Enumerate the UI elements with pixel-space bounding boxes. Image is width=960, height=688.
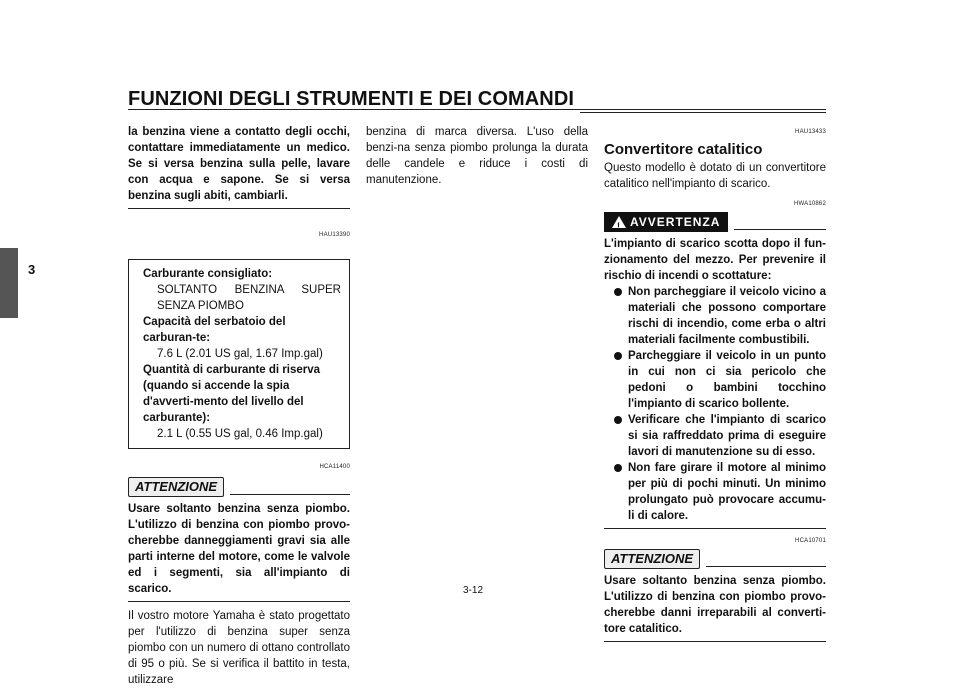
- capacity-label: Capacità del serbatoio del carburan-te:: [143, 316, 286, 344]
- reference-code: HCA11400: [319, 464, 350, 470]
- caution-text: Usare soltanto benzina senza piombo. L'utilizzo di benzina con piombo provo-cherebbe danneggiamenti gravi sia alle parti interne del motore, come le valvole ed i segmenti, sia all'impianto di scarico.: [128, 503, 350, 595]
- fuel-value: SOLTANTO BENZINA SUPER SENZA PIOMBO: [157, 284, 341, 312]
- header-rule-secondary: [580, 112, 826, 113]
- column-right: [604, 124, 826, 642]
- divider: [128, 208, 350, 209]
- header-rule: [128, 109, 826, 110]
- page-header-title: FUNZIONI DEGLI STRUMENTI E DEI COMANDI: [128, 88, 575, 110]
- fuel-spec-box: [128, 259, 350, 449]
- column-left: [128, 124, 350, 688]
- warning-header: [604, 212, 826, 232]
- caution-text: Usare soltanto benzina senza piombo. L'utilizzo di benzina con piombo provo-cherebbe danni irreparabili al converti-tore catalitico.: [604, 575, 826, 635]
- list-item-text: Verificare che l'impianto di scarico si sia raffreddato prima di eseguire lavori di manutenzione su di esso.: [628, 414, 826, 458]
- reference-code: HAU13433: [795, 129, 826, 135]
- warning-badge-label: AVVERTENZA: [630, 215, 721, 229]
- bullet-icon: [614, 288, 622, 296]
- warning-bullet-list: [604, 284, 826, 524]
- list-item-text: Non parcheggiare il veicolo vicino a materiali che possono comportare rischi di incendio, come erba o altri materiali facilmente combustibili.: [628, 286, 826, 346]
- reserve-label: Quantità di carburante di riserva (quando si accende la spia d'avverti-mento del livello del carburante):: [143, 364, 321, 424]
- divider: [128, 601, 350, 602]
- warning-intro: L'impianto di scarico scotta dopo il fun-zionamento del mezzo. Per prevenire il rischio di incendi o scottature:: [604, 238, 826, 282]
- list-item-text: Non fare girare il motore al minimo per più di pochi minuti. Un minimo prolungato può provocare accumu-li di calore.: [628, 462, 826, 522]
- reference-code: HAU13390: [319, 232, 350, 238]
- warning-tail-text: la benzina viene a contatto degli occhi, contattare immediatamente un medico. Se si versa benzina sulla pelle, lavare con acqua e sapone. Se si versa benzina sugli abiti, cambiarli.: [128, 126, 350, 202]
- chapter-number: 3: [28, 262, 36, 277]
- reserve-value: 2.1 L (0.55 US gal, 0.46 Imp.gal): [157, 428, 323, 440]
- list-item-text: Parcheggiare il veicolo in un punto in cui non ci sia pericolo che pedoni o bambini tocchino l'impianto di scarico bollente.: [628, 350, 826, 410]
- bullet-icon: [614, 352, 622, 360]
- capacity-value: 7.6 L (2.01 US gal, 1.67 Imp.gal): [157, 348, 323, 360]
- list-item: [614, 460, 826, 524]
- intro-text: Questo modello è dotato di un convertitore catalitico nell'impianto di scarico.: [604, 162, 826, 190]
- divider: [230, 494, 350, 495]
- fuel-label: Carburante consigliato:: [143, 268, 273, 280]
- caution-header: [128, 477, 350, 497]
- warning-triangle-icon: !: [612, 216, 626, 228]
- bullet-icon: [614, 416, 622, 424]
- column-middle: [366, 124, 588, 188]
- divider: [604, 641, 826, 642]
- divider: [604, 528, 826, 529]
- chapter-tab: [0, 248, 18, 318]
- page-number: 3-12: [463, 585, 484, 596]
- body-text: benzina di marca diversa. L'uso della benzi-na senza piombo prolunga la durata delle candele e riduce i costi di manutenzione.: [366, 126, 588, 186]
- caution-badge: ATTENZIONE: [604, 549, 700, 569]
- list-item: [614, 284, 826, 348]
- reference-code: HWA10862: [793, 201, 826, 207]
- caution-badge: ATTENZIONE: [128, 477, 224, 497]
- caution-header: [604, 549, 826, 569]
- warning-badge: [604, 212, 728, 232]
- divider: [734, 229, 826, 230]
- section-heading: Convertitore catalitico: [604, 141, 763, 158]
- divider: [706, 566, 826, 567]
- list-item: [614, 412, 826, 460]
- body-text: Il vostro motore Yamaha è stato progettato per l'utilizzo di benzina super senza piombo con un numero di ottano controllato di 95 o più. Se si verifica il battito in testa, utilizzare: [128, 610, 350, 686]
- bullet-icon: [614, 464, 622, 472]
- list-item: [614, 348, 826, 412]
- reference-code: HCA10701: [795, 538, 826, 544]
